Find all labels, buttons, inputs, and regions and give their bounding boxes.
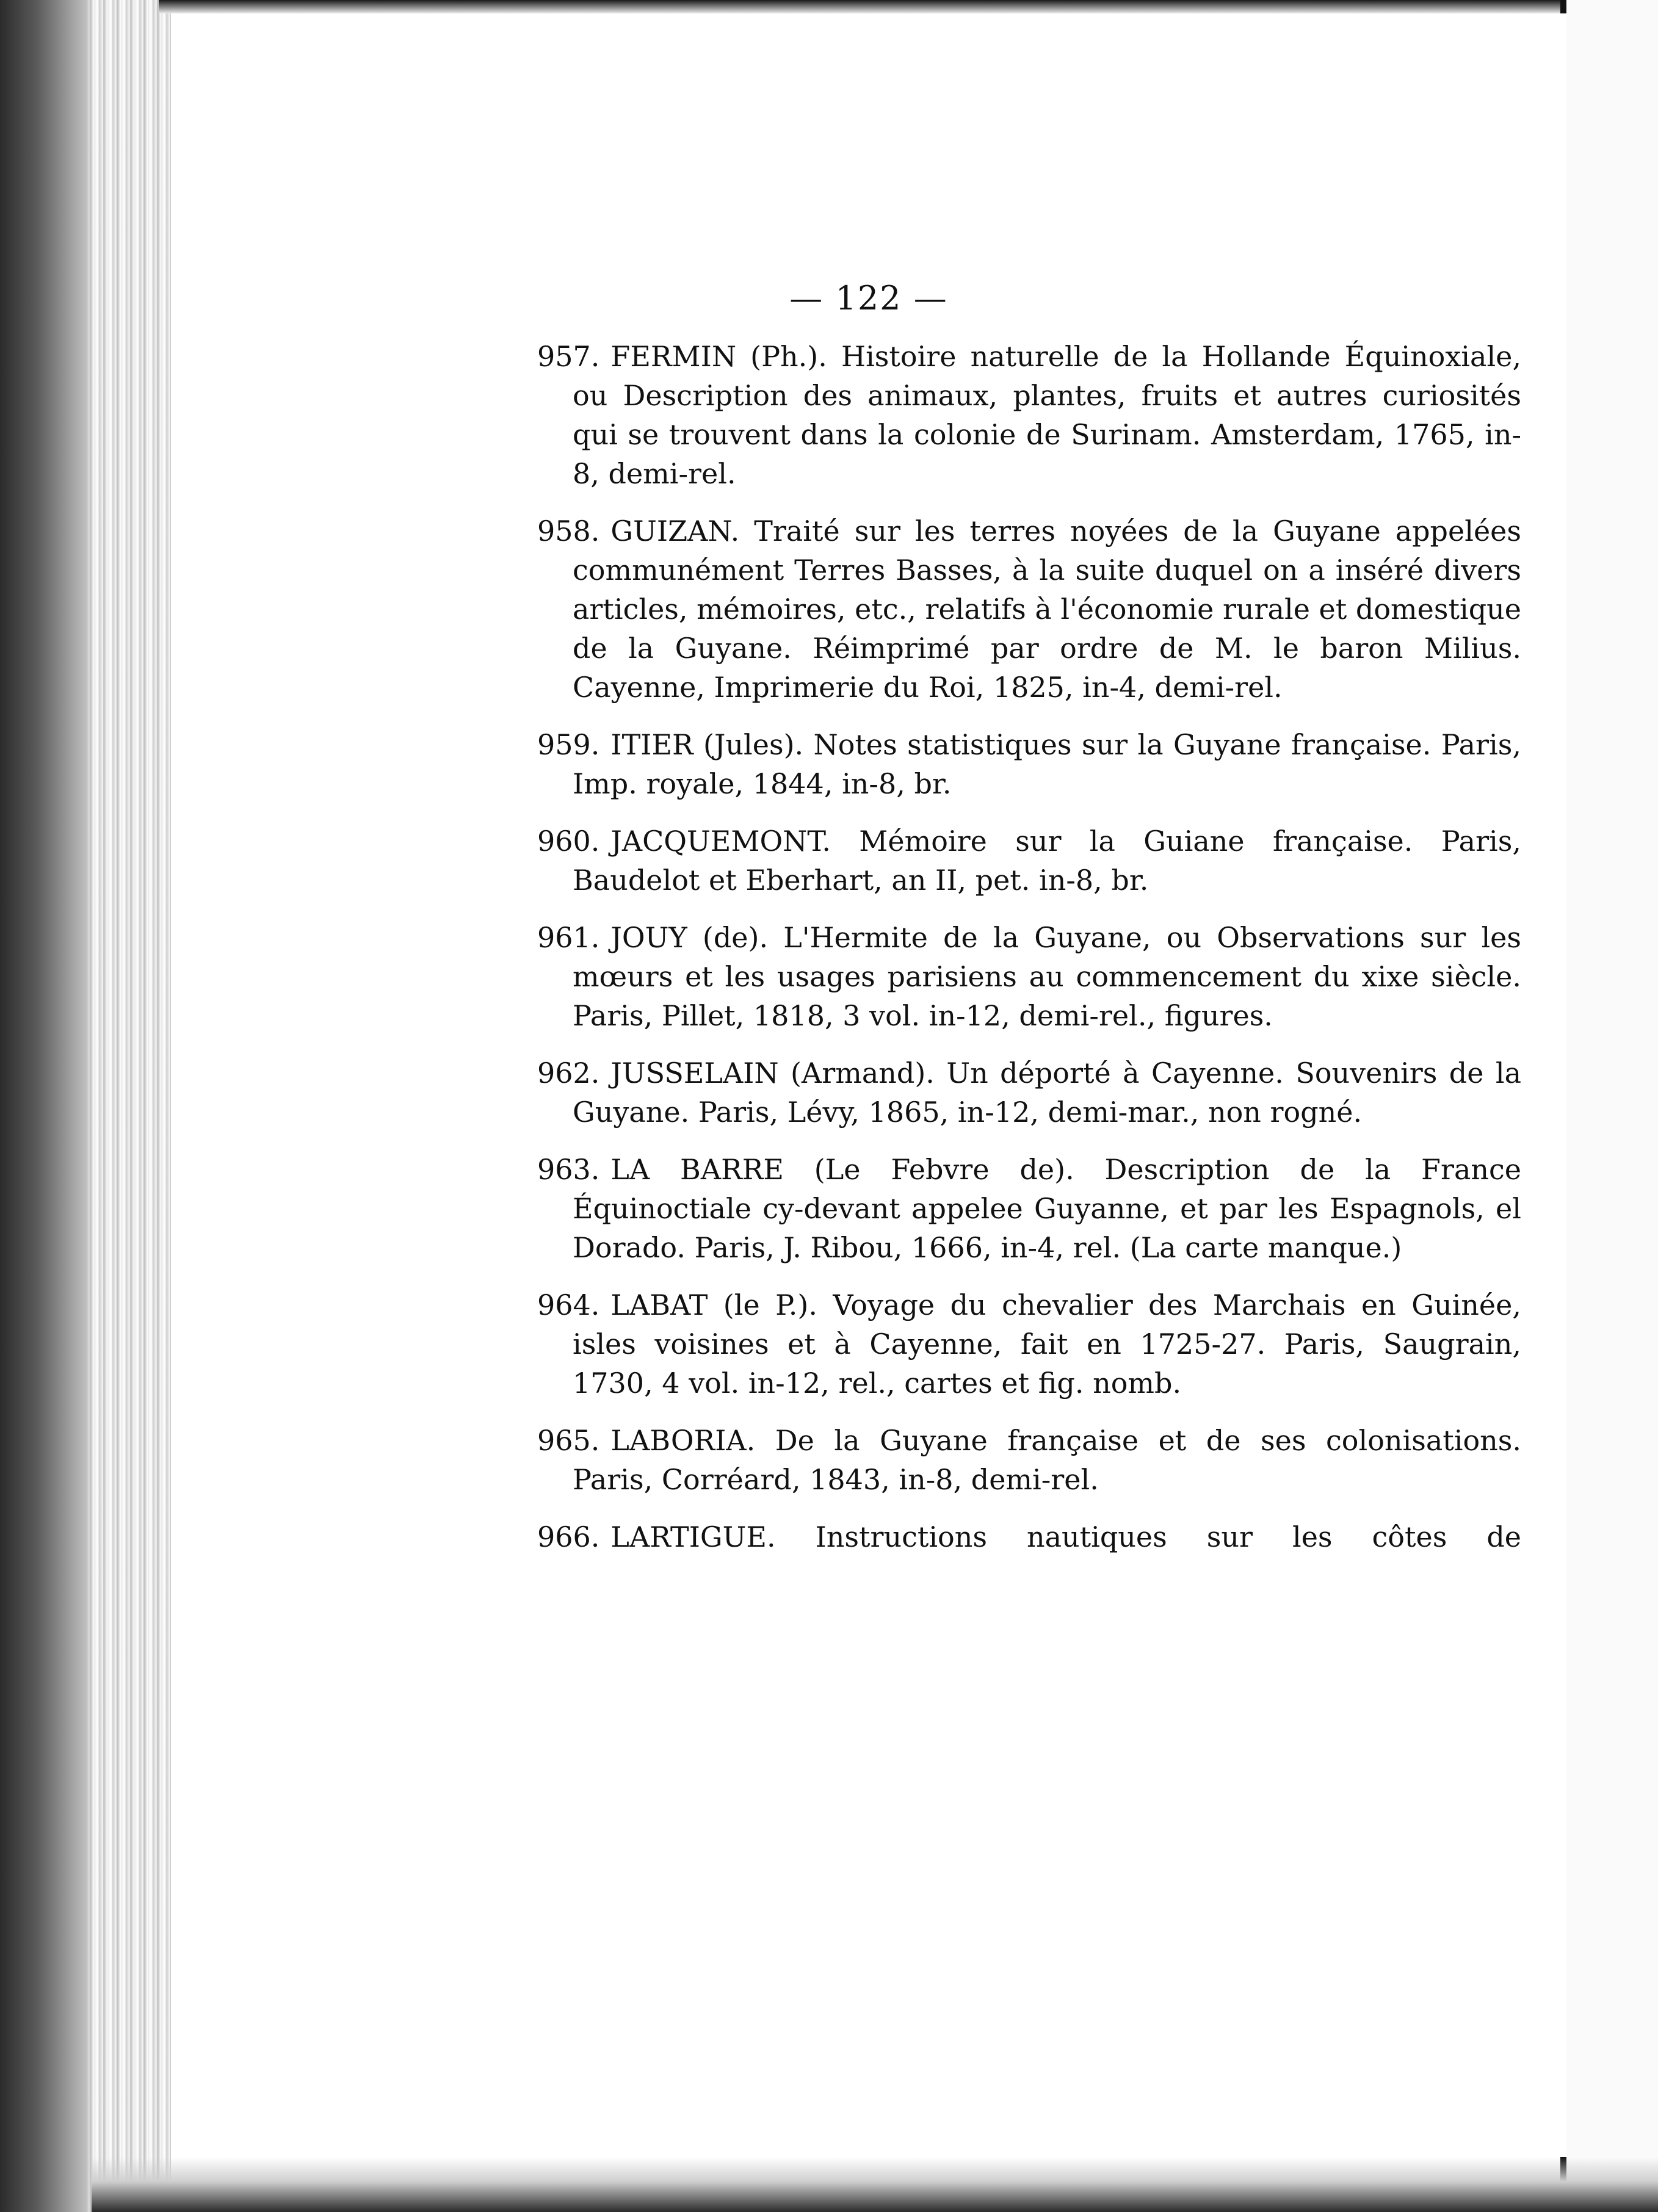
catalogue-entry-960 xyxy=(537,822,1521,900)
entry-number: 964. xyxy=(537,1289,600,1321)
entry-text: JUSSELAIN (Armand). Un déporté à Cayenne. Souvenirs de la Guyane. Paris, Lévy, 1865, in-12, demi-mar., non rogné. xyxy=(573,1057,1521,1129)
catalogue-entry-959 xyxy=(537,725,1521,803)
entry-text: ITIER (Jules). Notes statistiques sur la Guyane française. Paris, Imp. royale, 1844, in-8, br. xyxy=(573,728,1521,800)
entry-text: LABAT (le P.). Voyage du chevalier des Marchais en Guinée, isles voisines et à Cayenne, fait en 1725-27. Paris, Saugrain, 1730, 4 vol. in-12, rel., cartes et fig. nomb. xyxy=(573,1289,1521,1400)
entry-text: GUIZAN. Traité sur les terres noyées de la Guyane appelées communément Terres Basses, à la suite duquel on a inséré divers articles, mémoires, etc., relatifs à l'économie rurale et domestique de la Guyane. Réimprimé par ordre de M. le baron Milius. Cayenne, Imprimerie du Roi, 1825, in-4, demi-rel. xyxy=(573,515,1521,704)
entry-text: JACQUEMONT. Mémoire sur la Guiane française. Paris, Baudelot et Eberhart, an II, pet. in-8, br. xyxy=(573,825,1521,897)
catalogue-entry-964 xyxy=(537,1285,1521,1403)
entry-number: 957. xyxy=(537,340,600,373)
scanned-edge-right xyxy=(1560,0,1658,2212)
book-page xyxy=(171,13,1566,2157)
entry-text: LABORIA. De la Guyane française et de ses colonisations. Paris, Corréard, 1843, in-8, demi-rel. xyxy=(573,1424,1521,1496)
entry-number: 960. xyxy=(537,825,600,858)
entry-number: 966. xyxy=(537,1520,600,1553)
scanned-edge-top xyxy=(159,0,1566,13)
catalogue-entry-958 xyxy=(537,511,1521,707)
catalogue-entry-962 xyxy=(537,1054,1521,1132)
catalogue-entry-965 xyxy=(537,1421,1521,1499)
scanned-binding-edge-left xyxy=(0,0,171,2212)
catalogue-entry-961 xyxy=(537,918,1521,1035)
entry-text: LA BARRE (Le Febvre de). Description de la France Équinoctiale cy-devant appelee Guyanne, et par les Espagnols, el Dorado. Paris, J. Ribou, 1666, in-4, rel. (La carte manque.) xyxy=(573,1153,1521,1264)
catalogue-entry-963 xyxy=(537,1150,1521,1267)
scanned-edge-bottom xyxy=(92,2157,1658,2212)
entry-text: LARTIGUE. Instructions nautiques sur les côtes de xyxy=(610,1520,1521,1553)
entry-text: FERMIN (Ph.). Histoire naturelle de la Hollande Équinoxiale, ou Description des animaux, plantes, fruits et autres curiosités qui se trouvent dans la colonie de Surinam. Amsterdam, 1765, in-8, demi-rel. xyxy=(573,340,1521,490)
entry-text: JOUY (de). L'Hermite de la Guyane, ou Observations sur les mœurs et les usages parisiens au commencement du xixe siècle. Paris, Pillet, 1818, 3 vol. in-12, demi-rel., figures. xyxy=(573,921,1521,1032)
entry-number: 961. xyxy=(537,921,600,954)
catalogue-entry-957 xyxy=(537,337,1521,493)
page-number: — 122 — xyxy=(789,279,948,317)
entry-number: 965. xyxy=(537,1424,600,1457)
catalogue-entries xyxy=(537,337,1521,1575)
entry-number: 962. xyxy=(537,1057,600,1090)
catalogue-entry-966 xyxy=(537,1517,1521,1556)
entry-number: 958. xyxy=(537,515,600,548)
entry-number: 963. xyxy=(537,1153,600,1186)
entry-number: 959. xyxy=(537,728,600,761)
